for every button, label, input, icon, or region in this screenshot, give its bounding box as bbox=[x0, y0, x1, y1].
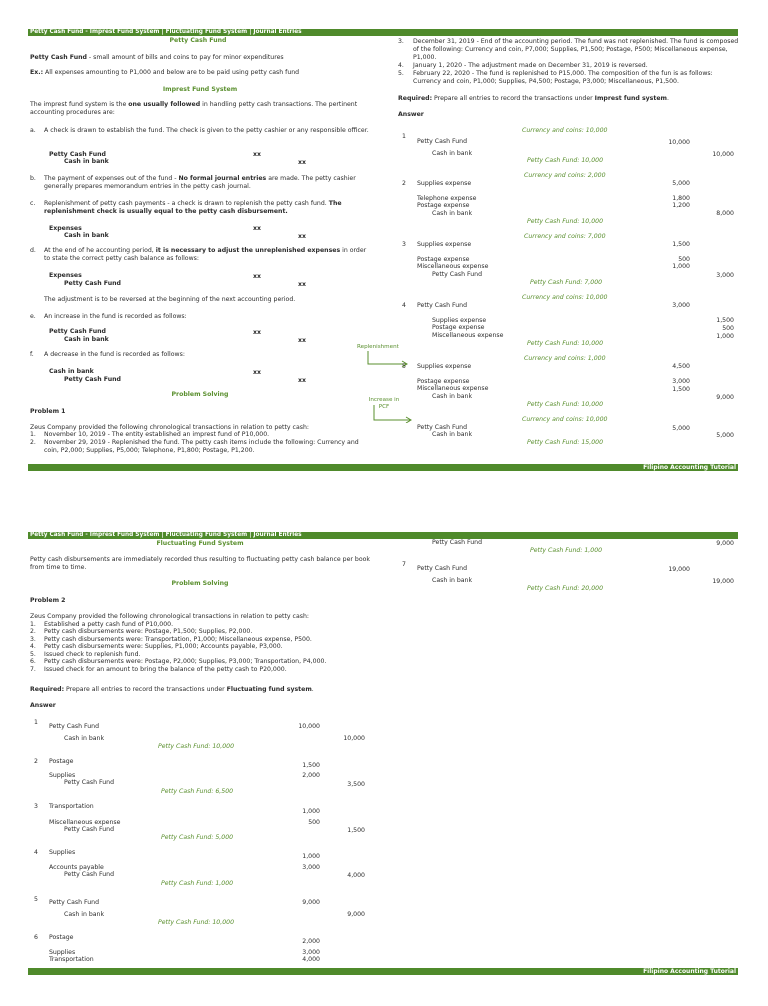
e5-credit-amt: 9,000 bbox=[716, 394, 734, 401]
p2-e6-num: 6 bbox=[34, 934, 38, 941]
p2-e1-credit: Cash in bank bbox=[64, 735, 105, 742]
definition bbox=[30, 54, 284, 62]
proc-a-text: A check is drawn to establish the fund. The check is given to the petty cashier or any responsible officer. bbox=[44, 127, 369, 134]
p2-e7-credit-amt: 19,000 bbox=[712, 578, 734, 585]
increase-arrow-icon bbox=[370, 405, 414, 423]
p2-tx-3-text: Petty cash disbursements were: Transportation, P1,000; Miscellaneous expense, P500. bbox=[44, 636, 312, 643]
proc-d-3: in order to state the correct petty cash balance as follows: bbox=[44, 247, 367, 262]
proc-d-1: At the end of he accounting period, bbox=[44, 247, 156, 254]
required-period-2: . bbox=[311, 686, 314, 693]
e1-debit: Petty Cash Fund bbox=[417, 138, 468, 145]
proc-c-credit: Cash in bank bbox=[64, 232, 109, 239]
e5-credit: Cash in bank bbox=[432, 393, 473, 400]
proc-d-xx-cr: xx bbox=[298, 281, 306, 288]
tx-2-text: November 29, 2019 - Replenished the fund. The petty cash items include the following: Currency and coin, P2,000; Supplies, P5,000; Telephone, P1,800; Postage, P1,200. bbox=[44, 439, 359, 454]
example bbox=[30, 69, 299, 77]
proc-f-credit: Petty Cash Fund bbox=[64, 376, 121, 383]
e2-amt-2: 1,800 bbox=[672, 195, 690, 202]
p2-e4-note: Petty Cash Fund: 1,000 bbox=[161, 880, 234, 887]
proc-d-debit: Expenses bbox=[49, 272, 82, 279]
p2-e5-credit-amt: 9,000 bbox=[347, 911, 365, 918]
e3-line-1: Supplies expense bbox=[417, 241, 472, 248]
problem-intro: Zeus Company provided the following chronological transactions in relation to petty cash: bbox=[30, 424, 309, 431]
section-title: Petty Cash Fund bbox=[169, 37, 227, 44]
proc-b-num: b. bbox=[30, 175, 36, 182]
e3-line-2: Postage expense bbox=[417, 256, 470, 263]
e2-num: 2 bbox=[402, 180, 406, 187]
e5-amt-1: 4,500 bbox=[672, 363, 690, 370]
proc-d-credit: Petty Cash Fund bbox=[64, 280, 121, 287]
replenishment-label: Replenishment bbox=[357, 344, 399, 350]
proc-c-debit: Expenses bbox=[49, 225, 82, 232]
e3-amt-1: 1,500 bbox=[672, 241, 690, 248]
p2-tx-6-num: 6. bbox=[30, 658, 36, 665]
e4-note-top: Currency and coins: 10,000 bbox=[522, 294, 608, 301]
e3-credit-amt: 3,000 bbox=[716, 272, 734, 279]
required bbox=[398, 95, 669, 103]
proc-a-credit: Cash in bank bbox=[64, 158, 109, 165]
e3-amt-3: 1,000 bbox=[672, 263, 690, 270]
p2-e1-num: 1 bbox=[34, 719, 38, 726]
proc-f-num: f. bbox=[30, 351, 34, 358]
proc-e-num: e. bbox=[30, 313, 36, 320]
proc-e-debit: Petty Cash Fund bbox=[49, 328, 106, 335]
proc-b-text bbox=[44, 175, 370, 191]
e5-amt-3: 1,500 bbox=[672, 386, 690, 393]
e2-credit: Cash in bank bbox=[432, 210, 473, 217]
e6-credit: Cash in bank bbox=[432, 431, 473, 438]
answer-label: Answer bbox=[398, 111, 424, 118]
e3-num: 3 bbox=[402, 241, 406, 248]
proc-d-num: d. bbox=[30, 247, 36, 254]
e3-amt-2: 500 bbox=[678, 256, 690, 263]
p2-e5-debit-amt: 9,000 bbox=[302, 899, 320, 906]
p2-e1-debit: Petty Cash Fund bbox=[49, 723, 100, 730]
e4-debit: Petty Cash Fund bbox=[417, 302, 468, 309]
p2-e7-num: 7 bbox=[402, 561, 406, 568]
p2-e3-amt-1: 1,000 bbox=[302, 808, 320, 815]
p2-e2-amt-2: 2,000 bbox=[302, 772, 320, 779]
proc-e-text: An increase in the fund is recorded as follows: bbox=[44, 313, 187, 320]
e1-credit: Cash in bank bbox=[432, 150, 473, 157]
proc-c-1: Replenishment of petty cash payments - a check is drawn to replenish the petty cash fund. bbox=[44, 200, 329, 207]
p2-e3-credit-amt: 1,500 bbox=[347, 827, 365, 834]
intro-text-c: in handling petty cash transactions. The pertinent accounting procedures are: bbox=[30, 101, 358, 116]
e1-note-bot: Petty Cash Fund: 10,000 bbox=[527, 157, 604, 164]
e6-credit-amt: 5,000 bbox=[716, 432, 734, 439]
e5-note-bot: Petty Cash Fund: 10,000 bbox=[527, 401, 604, 408]
tx-4-num: 4. bbox=[398, 62, 404, 69]
tx-1-text: November 10, 2019 - The entity established an imprest fund of P10,000. bbox=[44, 431, 270, 438]
e4-num: 4 bbox=[402, 302, 406, 309]
intro-text-b: one usually followed bbox=[128, 101, 201, 108]
e2-note-top: Currency and coins: 2,000 bbox=[524, 172, 606, 179]
e1-note-top: Currency and coins: 10,000 bbox=[522, 127, 608, 134]
p2-e7-credit: Cash in bank bbox=[432, 577, 473, 584]
tx-5-num: 5. bbox=[398, 70, 404, 77]
e5-line-1: Supplies expense bbox=[417, 363, 472, 370]
answer-label-2: Answer bbox=[30, 702, 56, 709]
e6-note-bot: Petty Cash Fund: 15,000 bbox=[527, 439, 604, 446]
proc-e-credit: Cash in bank bbox=[64, 336, 109, 343]
p2-e4-amt-2: 3,000 bbox=[302, 864, 320, 871]
p2-e4-line-2: Accounts payable bbox=[49, 864, 104, 871]
e4-credit-amt-3: 1,000 bbox=[716, 333, 734, 340]
proc-a-xx-cr: xx bbox=[298, 159, 306, 166]
proc-f-xx-cr: xx bbox=[298, 377, 306, 384]
required-text: Prepare all entries to record the transactions under bbox=[432, 95, 595, 102]
p2-e5-debit: Petty Cash Fund bbox=[49, 899, 100, 906]
proc-a-xx-dr: xx bbox=[253, 151, 261, 158]
p2-e3-credit: Petty Cash Fund bbox=[64, 826, 115, 833]
increase-label: Increase in PCF bbox=[368, 397, 400, 410]
problem-solving-title-2: Problem Solving bbox=[171, 580, 229, 587]
tx-1-num: 1. bbox=[30, 431, 36, 438]
proc-b-1: The payment of expenses out of the fund - bbox=[44, 175, 179, 182]
problem-intro-2: Zeus Company provided the following chronological transactions in relation to petty cash: bbox=[30, 613, 309, 620]
p2-e4-amt-1: 1,000 bbox=[302, 853, 320, 860]
p2-e4-line-1: Supplies bbox=[49, 849, 76, 856]
tx-4-text: January 1, 2020 - The adjustment made on December 31, 2019 is reversed. bbox=[413, 62, 648, 69]
fluctuating-title: Fluctuating Fund System bbox=[156, 540, 244, 547]
p2-e3-num: 3 bbox=[34, 803, 38, 810]
definition-term: Petty Cash Fund bbox=[30, 54, 87, 61]
p2-e2-num: 2 bbox=[34, 758, 38, 765]
e5-num: 5 bbox=[402, 363, 406, 370]
p2-tx-2-num: 2. bbox=[30, 628, 36, 635]
required-period: . bbox=[666, 95, 669, 102]
definition-text: - small amount of bills and coins to pay for minor expenditures bbox=[86, 54, 284, 61]
p2-e5-credit: Cash in bank bbox=[64, 911, 105, 918]
fluctuating-intro: Petty cash disbursements are immediately recorded thus resulting to fluctuating petty cash balance per book from time to time. bbox=[30, 556, 370, 571]
intro-text-a: The imprest fund system is the bbox=[30, 101, 129, 108]
p2-e6-line-1: Postage bbox=[49, 934, 74, 941]
p2-tx-1-text: Established a petty cash fund of P10,000. bbox=[44, 621, 174, 628]
example-term: Ex.: bbox=[30, 69, 44, 76]
p2-e5-note: Petty Cash Fund: 10,000 bbox=[158, 919, 235, 926]
p2-e7-debit: Petty Cash Fund bbox=[417, 565, 468, 572]
proc-d-xx-dr: xx bbox=[253, 273, 261, 280]
e4-note-bot: Petty Cash Fund: 10,000 bbox=[527, 340, 604, 347]
p2-tx-2-text: Petty cash disbursements were: Postage, P1,500; Supplies, P2,000. bbox=[44, 628, 253, 635]
e4-credit-amt-1: 1,500 bbox=[716, 317, 734, 324]
e1-credit-amt: 10,000 bbox=[712, 151, 734, 158]
proc-f-debit: Cash in bank bbox=[49, 368, 94, 375]
p2-e4-credit-amt: 4,000 bbox=[347, 872, 365, 879]
header-title-2: Petty Cash Fund - Imprest Fund System | Fluctuating Fund System | Journal Entries bbox=[30, 532, 302, 538]
p2-tx-5-text: Issued check to replenish fund. bbox=[44, 651, 141, 658]
e5-amt-2: 3,000 bbox=[672, 378, 690, 385]
required-text-2: Prepare all entries to record the transactions under bbox=[64, 686, 227, 693]
problem-label: Problem 1 bbox=[30, 408, 66, 415]
p2-tx-4-text: Petty cash disbursements were: Supplies, P1,000; Accounts payable, P3,000. bbox=[44, 643, 283, 650]
p2-e6-line-2: Supplies bbox=[49, 949, 76, 956]
e2-line-2: Telephone expense bbox=[417, 195, 477, 202]
proc-e-xx-dr: xx bbox=[253, 329, 261, 336]
p2-e1-note: Petty Cash Fund: 10,000 bbox=[158, 743, 235, 750]
p2-e2-amt-1: 1,500 bbox=[302, 762, 320, 769]
e4-credit-3: Miscellaneous expense bbox=[432, 332, 504, 339]
p2-e2-line-1: Postage bbox=[49, 758, 74, 765]
p2-e1-credit-amt: 10,000 bbox=[343, 735, 365, 742]
p2-e2-credit: Petty Cash Fund bbox=[64, 779, 115, 786]
p2-e7-note: Petty Cash Fund: 20,000 bbox=[527, 585, 604, 592]
required-system: Imprest fund system bbox=[594, 95, 667, 102]
proc-c-xx-cr: xx bbox=[298, 233, 306, 240]
proc-e-xx-cr: xx bbox=[298, 337, 306, 344]
p2-e2-line-2: Supplies bbox=[49, 772, 76, 779]
e5-line-2: Postage expense bbox=[417, 378, 470, 385]
p2-e2-credit-amt: 3,500 bbox=[347, 781, 365, 788]
footer-text-2: Filipino Accounting Tutorial bbox=[643, 968, 736, 975]
proc-a-debit: Petty Cash Fund bbox=[49, 151, 106, 158]
e3-credit: Petty Cash Fund bbox=[432, 271, 483, 278]
tx-3-text: December 31, 2019 - End of the accounting period. The fund was not replenished. The fund is composed of the following: Currency and coin, P7,000; Supplies, P1,500; Postage, P500; Miscellaneous expense, P1,000. bbox=[413, 38, 739, 61]
e4-credit-2: Postage expense bbox=[432, 324, 485, 331]
e5-note-top: Currency and coins: 1,000 bbox=[524, 355, 606, 362]
e1-num: 1 bbox=[402, 133, 406, 140]
e4-credit-amt-2: 500 bbox=[722, 325, 734, 332]
p2-e6b-credit-amt: 9,000 bbox=[716, 540, 734, 547]
required-2 bbox=[30, 686, 314, 694]
footer-text: Filipino Accounting Tutorial bbox=[643, 464, 736, 471]
footer-bar bbox=[28, 464, 738, 471]
proc-b-2: No formal journal entries bbox=[178, 175, 267, 182]
p2-e3-amt-2: 500 bbox=[308, 819, 320, 826]
p2-e2-note: Petty Cash Fund: 6,500 bbox=[161, 788, 234, 795]
p2-tx-1-num: 1. bbox=[30, 621, 36, 628]
p2-e7-debit-amt: 19,000 bbox=[668, 566, 690, 573]
proc-c-xx-dr: xx bbox=[253, 225, 261, 232]
p2-e3-line-1: Transportation bbox=[49, 803, 94, 810]
p2-e5-num: 5 bbox=[34, 896, 38, 903]
footer-bar-2 bbox=[28, 968, 738, 975]
problem-label-2: Problem 2 bbox=[30, 597, 66, 604]
proc-f-xx-dr: xx bbox=[253, 369, 261, 376]
e6-debit: Petty Cash Fund bbox=[417, 424, 468, 431]
e3-note-top: Currency and coins: 7,000 bbox=[524, 233, 606, 240]
e5-line-3: Miscellaneous expense bbox=[417, 385, 489, 392]
p2-e4-num: 4 bbox=[34, 849, 38, 856]
header-title: Petty Cash Fund - Imprest Fund System | Fluctuating Fund System | Journal Entries bbox=[30, 29, 302, 35]
proc-d-note: The adjustment is to be reversed at the beginning of the next accounting period. bbox=[44, 296, 296, 303]
tx-3-num: 3. bbox=[398, 38, 404, 45]
imprest-title: Imprest Fund System bbox=[162, 86, 238, 93]
e6-note-top: Currency and coins: 10,000 bbox=[522, 416, 608, 423]
proc-f-text: A decrease in the fund is recorded as follows: bbox=[44, 351, 185, 358]
p2-tx-7-text: Issued check for an amount to bring the balance of the petty cash to P20,000. bbox=[44, 666, 287, 673]
p2-e3-line-2: Miscellaneous expense bbox=[49, 819, 121, 826]
e4-credit-1: Supplies expense bbox=[432, 317, 487, 324]
proc-d-2: it is necessary to adjust the unreplenished expenses bbox=[155, 247, 341, 254]
p2-e6-amt-3: 4,000 bbox=[302, 956, 320, 963]
e2-amt-3: 1,200 bbox=[672, 202, 690, 209]
p2-e1-debit-amt: 10,000 bbox=[298, 723, 320, 730]
p2-e6-amt-2: 3,000 bbox=[302, 949, 320, 956]
e2-amt-1: 5,000 bbox=[672, 180, 690, 187]
proc-b-3: are made. The petty cashier generally prepares memorandum entries in the petty cash journal. bbox=[44, 175, 356, 190]
e2-credit-amt: 8,000 bbox=[716, 210, 734, 217]
e4-debit-amt: 3,000 bbox=[672, 302, 690, 309]
p2-e6-amt-1: 2,000 bbox=[302, 938, 320, 945]
proc-a-num: a. bbox=[30, 127, 36, 134]
required-label-2: Required: bbox=[30, 686, 65, 693]
e2-note-bot: Petty Cash Fund: 10,000 bbox=[527, 218, 604, 225]
tx-2-num: 2. bbox=[30, 439, 36, 446]
e3-note-bot: Petty Cash Fund: 7,000 bbox=[530, 279, 603, 286]
problem-solving-title: Problem Solving bbox=[171, 391, 229, 398]
proc-c-2: The replenishment check is usually equal to the petty cash disbursement. bbox=[44, 200, 342, 215]
tx-5-text: February 22, 2020 - The fund is replenished to P15,000. The composition of the fun is as follows: Currency and coin, P1,000; Supplies, P4,500; Postage, P3,000; Miscellaneous, P1,500. bbox=[413, 70, 713, 85]
e6-debit-amt: 5,000 bbox=[672, 425, 690, 432]
e1-debit-amt: 10,000 bbox=[668, 139, 690, 146]
proc-d-text bbox=[44, 247, 370, 263]
proc-c-num: c. bbox=[30, 200, 36, 207]
p2-tx-6-text: Petty cash disbursements were: Postage, P2,000; Supplies, P3,000; Transportation, P4,000. bbox=[44, 658, 327, 665]
e2-line-1: Supplies expense bbox=[417, 180, 472, 187]
p2-e3-note: Petty Cash Fund: 5,000 bbox=[161, 834, 234, 841]
p2-tx-7-num: 7. bbox=[30, 666, 36, 673]
page-1 bbox=[0, 0, 768, 478]
p2-e6-line-3: Transportation bbox=[49, 956, 94, 963]
imprest-intro bbox=[30, 101, 370, 117]
proc-c-text bbox=[44, 200, 370, 216]
e2-line-3: Postage expense bbox=[417, 202, 470, 209]
required-system-2: Fluctuating fund system bbox=[226, 686, 312, 693]
required-label: Required: bbox=[398, 95, 433, 102]
p2-tx-4-num: 4. bbox=[30, 643, 36, 650]
e3-line-3: Miscellaneous expense bbox=[417, 263, 489, 270]
p2-e6b-credit: Petty Cash Fund bbox=[432, 539, 483, 546]
p2-e6b-note: Petty Cash Fund: 1,000 bbox=[530, 547, 603, 554]
p2-tx-3-num: 3. bbox=[30, 636, 36, 643]
example-text: All expenses amounting to P1,000 and below are to be paid using petty cash fund bbox=[43, 69, 300, 76]
p2-tx-5-num: 5. bbox=[30, 651, 36, 658]
page-2 bbox=[0, 530, 768, 1006]
p2-e4-credit: Petty Cash Fund bbox=[64, 871, 115, 878]
